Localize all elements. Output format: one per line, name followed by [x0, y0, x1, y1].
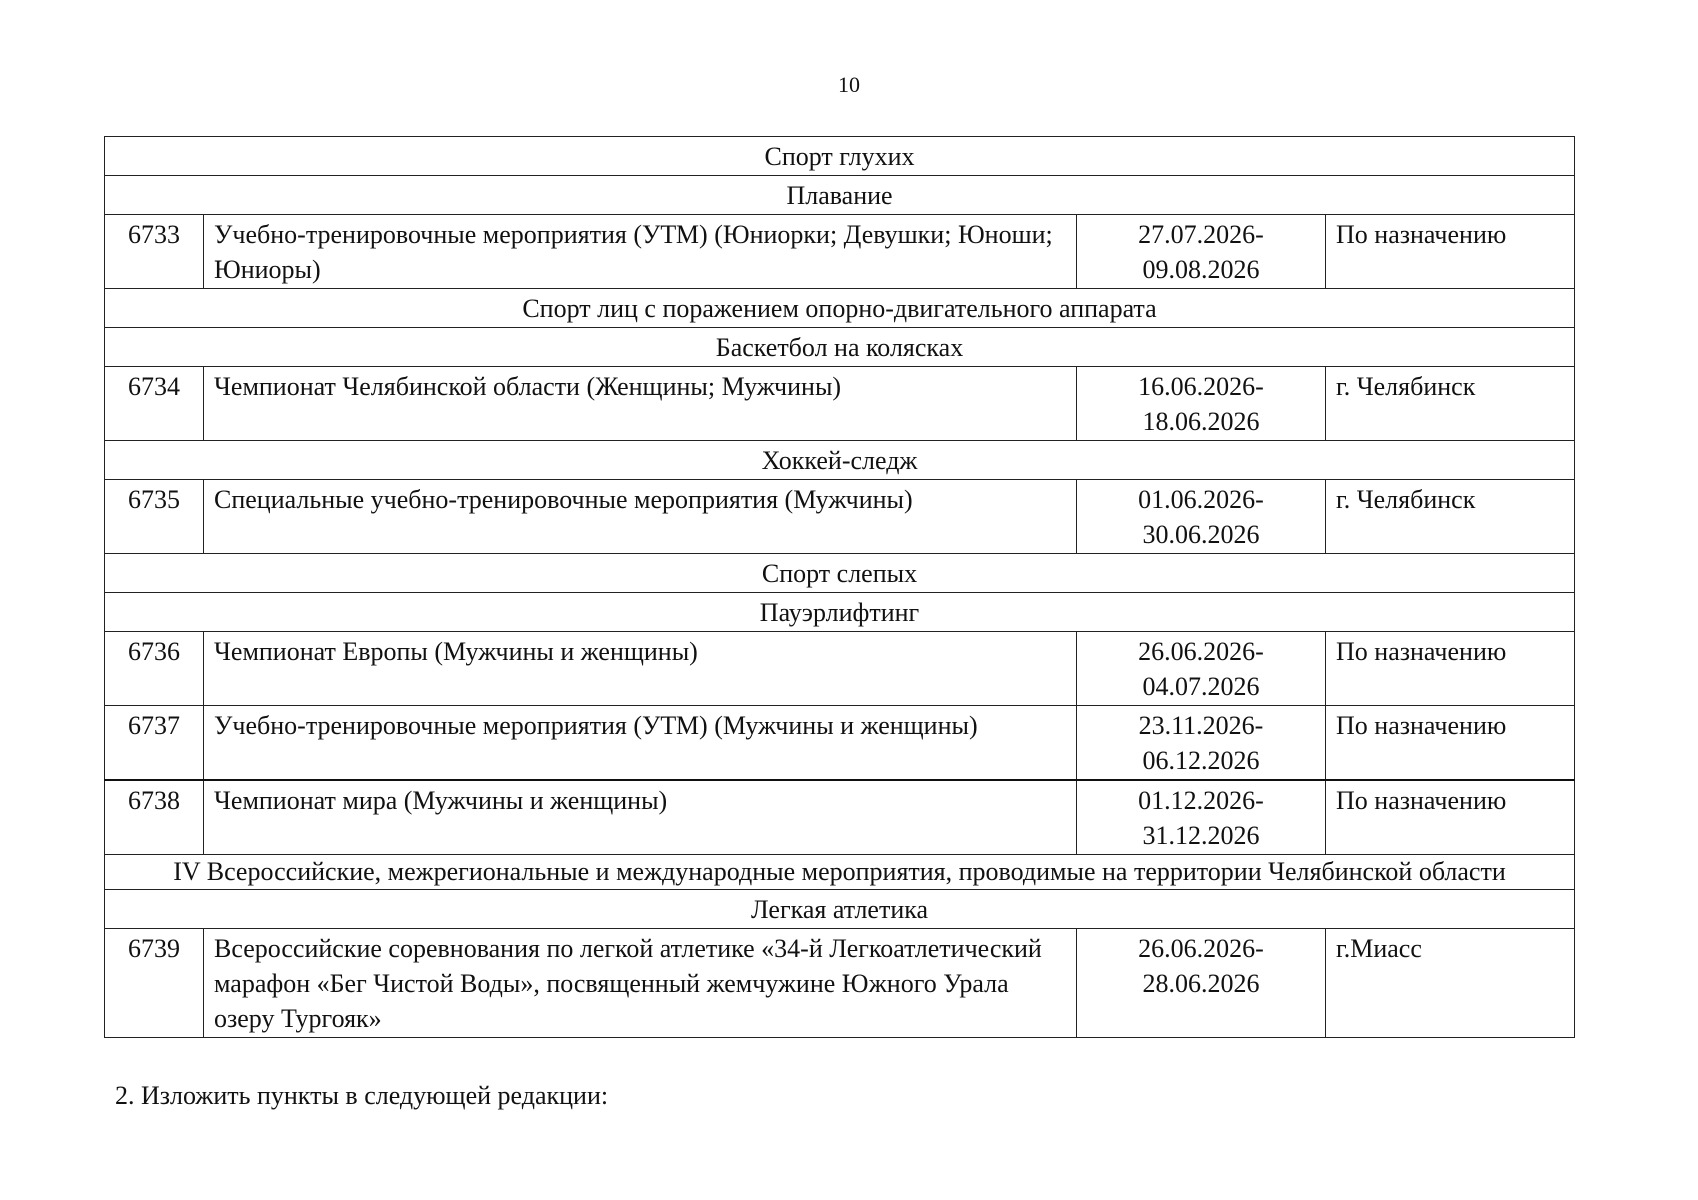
table-row [105, 367, 1575, 441]
event-number: 6736 [105, 632, 204, 706]
table-row [105, 480, 1575, 554]
date-start: 26.06.2026- [1138, 934, 1264, 963]
table-row [105, 215, 1575, 289]
event-place: По назначению [1326, 215, 1575, 289]
section-title: Хоккей-следж [105, 441, 1575, 480]
date-start: 01.06.2026- [1138, 485, 1264, 514]
event-dates [1077, 632, 1326, 706]
event-dates [1077, 480, 1326, 554]
event-dates [1077, 215, 1326, 289]
date-end: 04.07.2026 [1142, 672, 1260, 701]
events-table [104, 136, 1575, 1038]
section-row [105, 176, 1575, 215]
section-title: Баскетбол на колясках [105, 328, 1575, 367]
body-paragraph: 2. Изложить пункты в следующей редакции: [115, 1081, 609, 1110]
event-place: По назначению [1326, 780, 1575, 855]
event-number: 6733 [105, 215, 204, 289]
date-end: 06.12.2026 [1142, 746, 1260, 775]
page-number: 10 [838, 72, 860, 97]
date-start: 23.11.2026- [1138, 711, 1264, 740]
event-number: 6734 [105, 367, 204, 441]
event-place: По назначению [1326, 632, 1575, 706]
event-number: 6739 [105, 929, 204, 1038]
section-row [105, 137, 1575, 176]
event-place: г. Челябинск [1326, 367, 1575, 441]
section-title: Спорт лиц с поражением опорно-двигательного аппарата [105, 289, 1575, 328]
date-start: 01.12.2026- [1138, 786, 1264, 815]
date-start: 27.07.2026- [1138, 220, 1264, 249]
event-name: Чемпионат Европы (Мужчины и женщины) [204, 632, 1077, 706]
event-number: 6735 [105, 480, 204, 554]
table-row [105, 780, 1575, 855]
event-dates [1077, 706, 1326, 781]
event-name: Чемпионат мира (Мужчины и женщины) [204, 780, 1077, 855]
section-row [105, 328, 1575, 367]
date-end: 31.12.2026 [1142, 821, 1260, 850]
section-title: Плавание [105, 176, 1575, 215]
date-end: 28.06.2026 [1142, 969, 1260, 998]
date-start: 16.06.2026- [1138, 372, 1264, 401]
section-row [105, 855, 1575, 890]
event-name: Чемпионат Челябинской области (Женщины; Мужчины) [204, 367, 1077, 441]
event-dates [1077, 929, 1326, 1038]
section-row [105, 289, 1575, 328]
event-name: Специальные учебно-тренировочные мероприятия (Мужчины) [204, 480, 1077, 554]
event-place: г. Челябинск [1326, 480, 1575, 554]
event-place: По назначению [1326, 706, 1575, 781]
date-start: 26.06.2026- [1138, 637, 1264, 666]
section-row [105, 593, 1575, 632]
date-end: 18.06.2026 [1142, 407, 1260, 436]
event-number: 6737 [105, 706, 204, 781]
event-name: Учебно-тренировочные мероприятия (УТМ) (Мужчины и женщины) [204, 706, 1077, 781]
date-end: 30.06.2026 [1142, 520, 1260, 549]
event-name: Учебно-тренировочные мероприятия (УТМ) (Юниорки; Девушки; Юноши; Юниоры) [204, 215, 1077, 289]
event-dates [1077, 780, 1326, 855]
date-end: 09.08.2026 [1142, 255, 1260, 284]
table-row [105, 706, 1575, 781]
section-row [105, 441, 1575, 480]
table-row [105, 632, 1575, 706]
section-title: Легкая атлетика [105, 890, 1575, 929]
section-title: Спорт слепых [105, 554, 1575, 593]
section-title: IV Всероссийские, межрегиональные и международные мероприятия, проводимые на территории Челябинской области [105, 855, 1575, 890]
section-row [105, 554, 1575, 593]
section-title: Спорт глухих [105, 137, 1575, 176]
event-place: г.Миасс [1326, 929, 1575, 1038]
table-row [105, 929, 1575, 1038]
section-title: Пауэрлифтинг [105, 593, 1575, 632]
event-dates [1077, 367, 1326, 441]
event-number: 6738 [105, 780, 204, 855]
section-row [105, 890, 1575, 929]
event-name: Всероссийские соревнования по легкой атлетике «34-й Легкоатлетический марафон «Бег Чистой Воды», посвященный жемчужине Южного Урала озеру Тургояк» [204, 929, 1077, 1038]
